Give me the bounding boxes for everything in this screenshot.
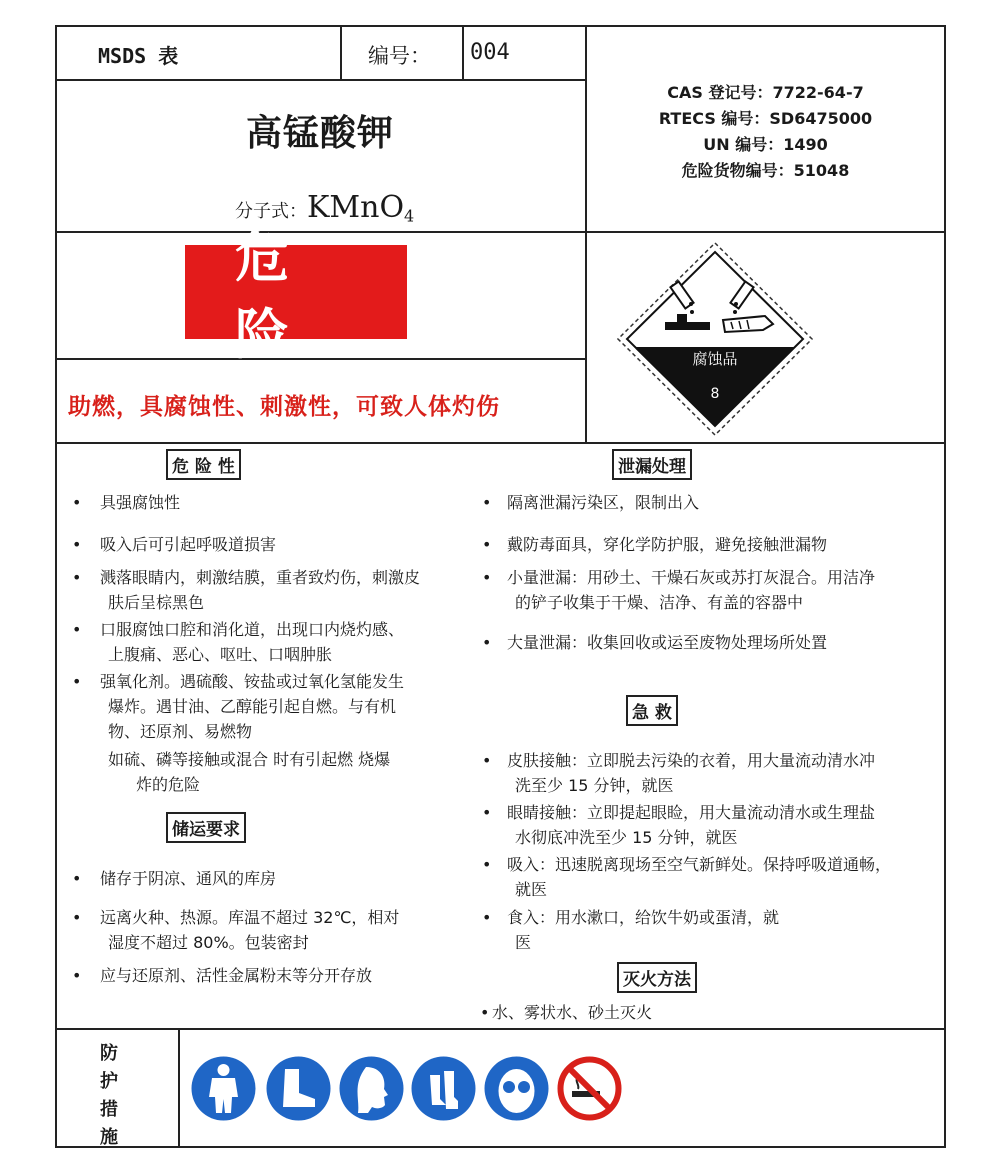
leak-section-title: 泄漏处理 [612,449,692,480]
corrosive-diamond-icon [615,240,815,438]
divider [462,25,464,80]
protective-suit-icon [190,1055,257,1122]
hazard-class-number: 8 [710,386,720,402]
no-smoking-icon [556,1055,623,1122]
divider [340,25,342,80]
first-aid-section-title: 急 救 [626,695,678,726]
formula-label: 分子式： [235,201,307,222]
protection-label-char: 防 [100,1043,118,1064]
divider [55,1028,946,1030]
fire-section-title: 灭火方法 [617,962,697,993]
gloves-icon [410,1055,477,1122]
number-value: 004 [470,40,510,65]
hazard-statement: 助燃，具腐蚀性、刺激性，可致人体灼伤 [68,394,500,420]
safety-boots-icon [265,1055,332,1122]
chemical-name: 高锰酸钾 [245,112,394,154]
doc-type: MSDS 表 [98,44,179,68]
protection-label-char: 施 [100,1127,118,1148]
un-number: UN 编号：1490 [703,135,828,154]
number-label: 编号： [368,44,431,68]
danger-sign: 危险 [185,245,407,339]
divider [55,79,585,81]
rtecs-number: RTECS 编号：SD6475000 [658,109,873,128]
goggles-icon [483,1055,550,1122]
respirator-icon [338,1055,405,1122]
protection-label-char: 护 [100,1071,118,1092]
hazard-symbol-label: 腐蚀品 [692,350,738,368]
identifier-list [585,80,946,184]
divider [55,231,946,233]
storage-section-title: 储运要求 [166,812,246,843]
divider [178,1028,180,1148]
cas-number: CAS 登记号：7722-64-7 [667,83,864,102]
formula-subscript: 4 [404,206,415,226]
dangerous-goods-number: 危险货物编号：51048 [681,161,850,180]
formula-main: KMnO [307,190,405,225]
divider [55,442,946,444]
hazard-section-title: 危 险 性 [166,449,241,480]
protection-label [93,1040,125,1152]
protection-label-char: 措 [100,1099,118,1120]
